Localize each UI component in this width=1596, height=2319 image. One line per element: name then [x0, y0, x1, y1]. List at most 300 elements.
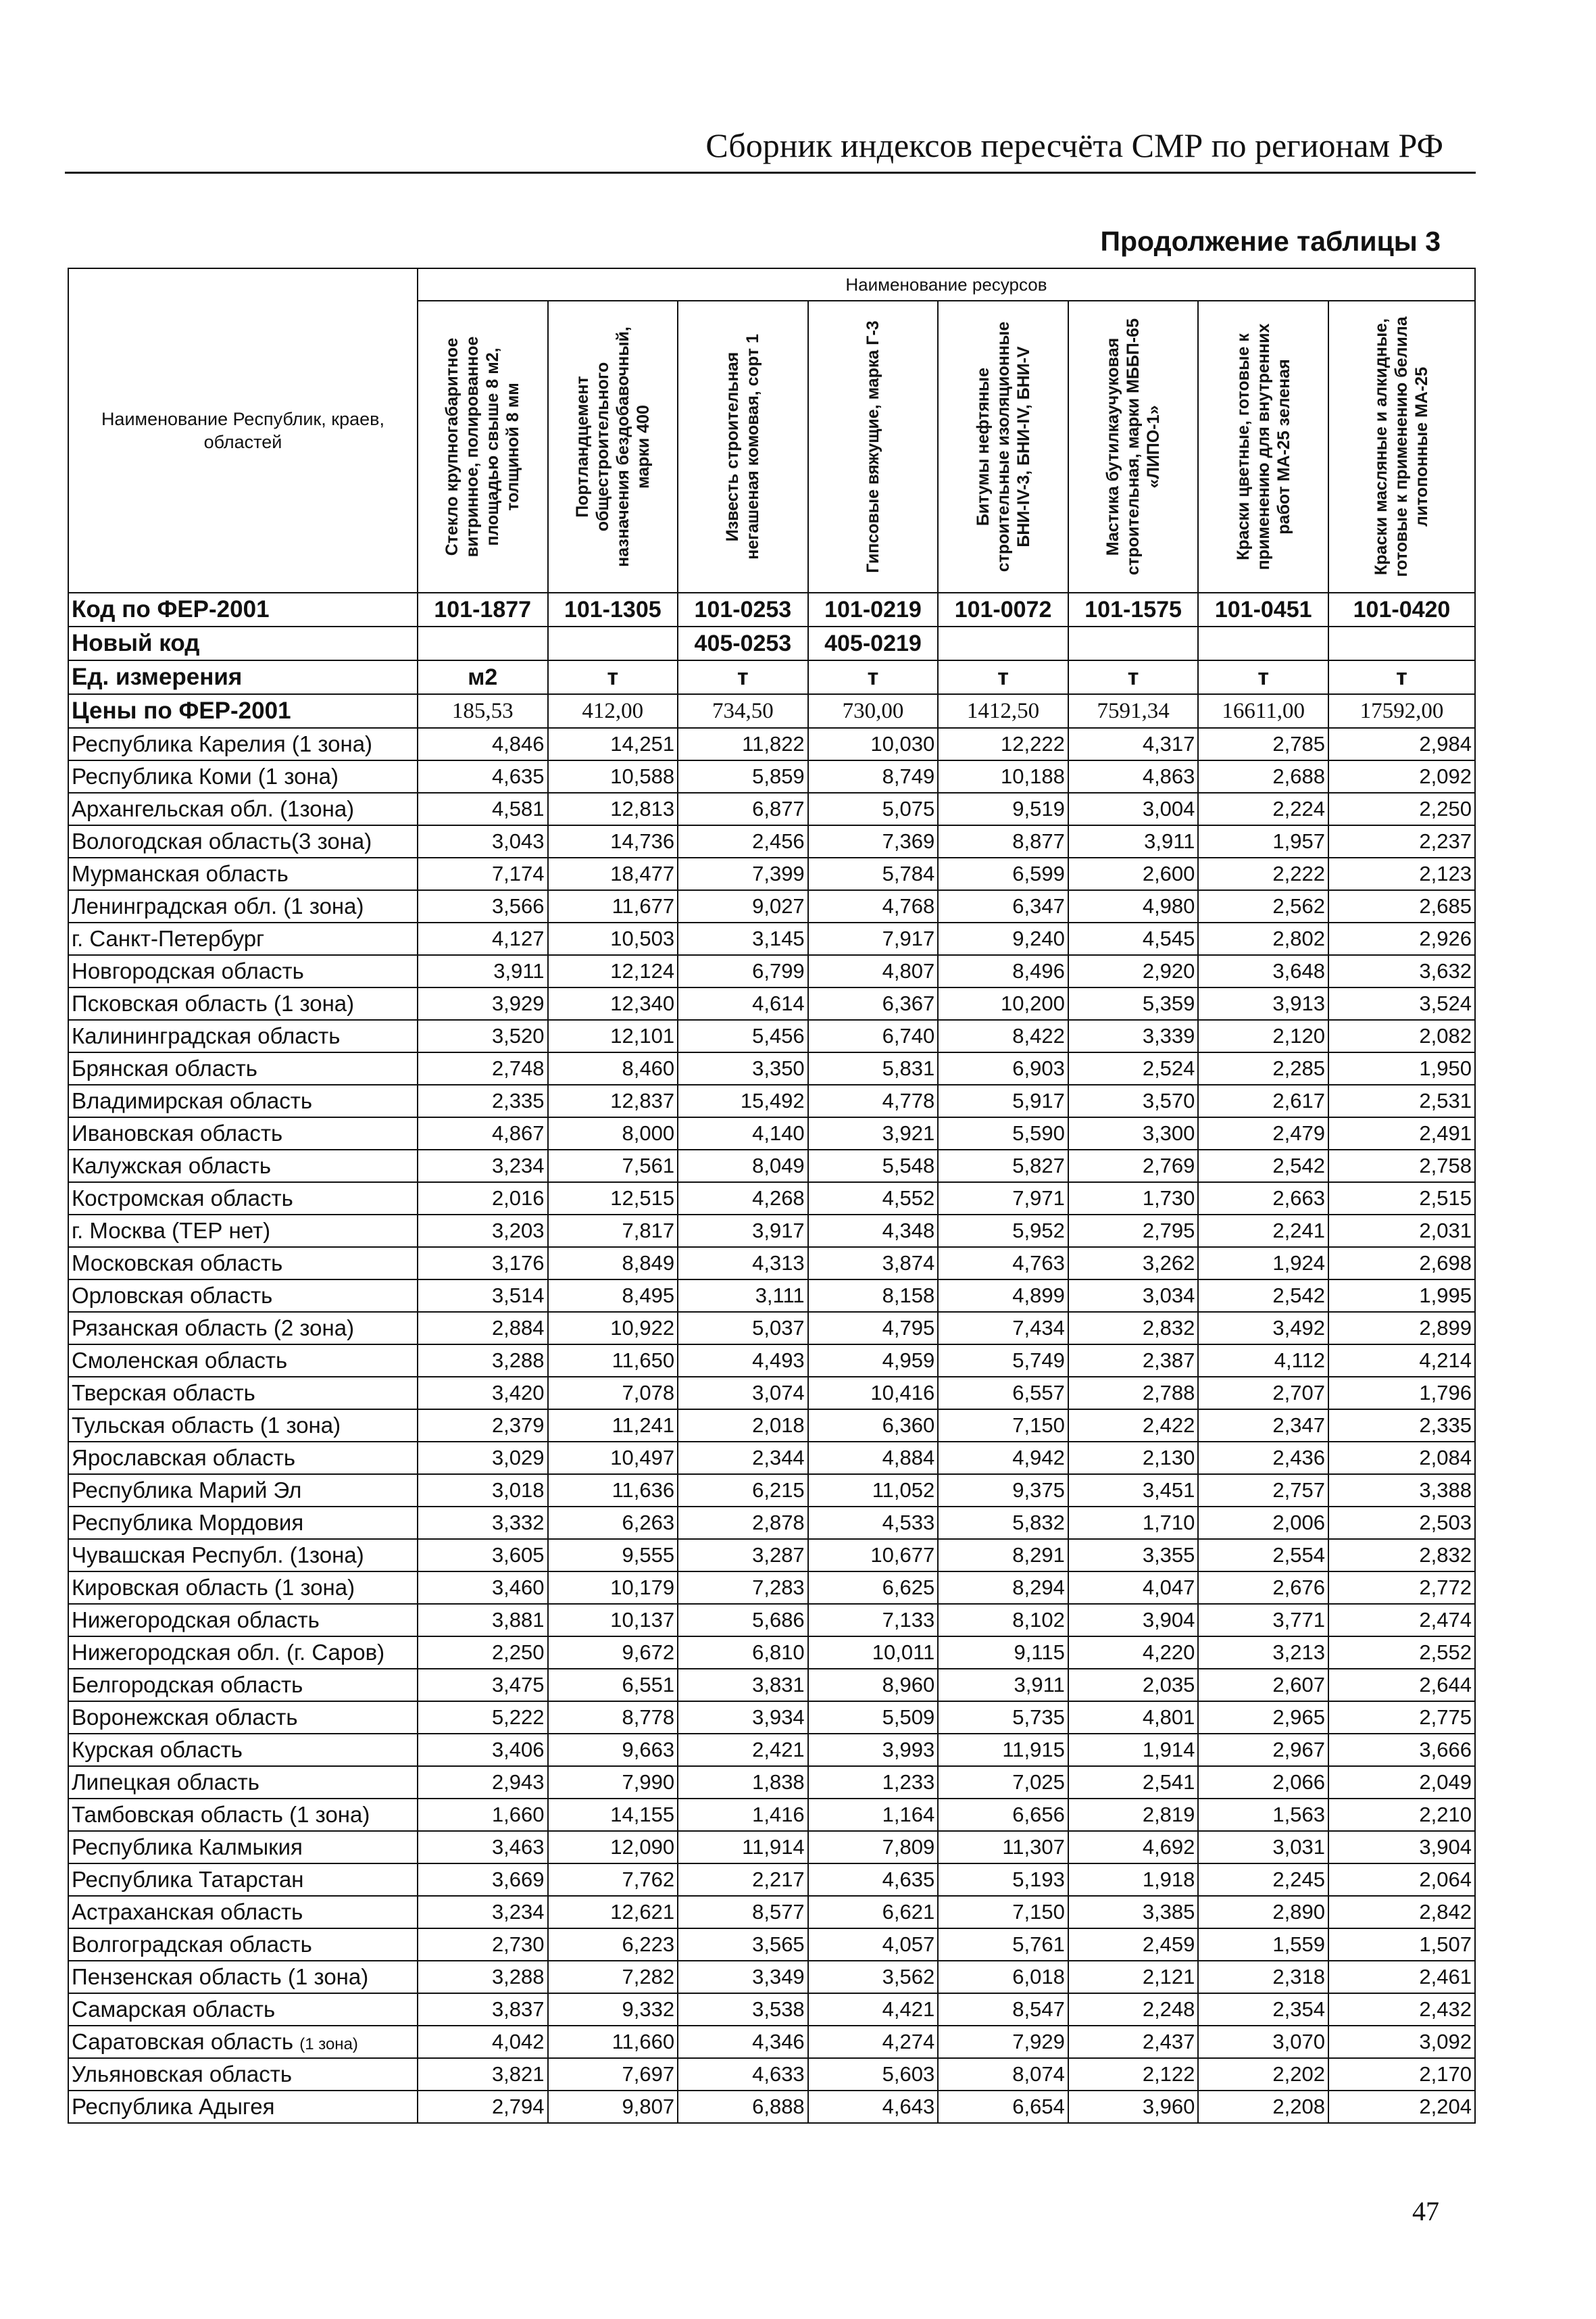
- index-value-cell: 2,531: [1328, 1085, 1475, 1117]
- index-value-cell: 4,220: [1068, 1636, 1199, 1669]
- index-value-cell: 7,283: [678, 1571, 808, 1604]
- index-value-cell: 11,914: [678, 1831, 808, 1863]
- index-value-cell: 1,924: [1198, 1247, 1328, 1279]
- index-value-cell: 10,011: [808, 1636, 939, 1669]
- index-value-cell: 7,971: [938, 1182, 1068, 1215]
- index-value-cell: 4,421: [808, 1993, 939, 2026]
- table-row: [68, 1863, 1475, 1896]
- index-value-cell: 2,562: [1198, 890, 1328, 923]
- region-name-cell: [68, 987, 418, 1020]
- index-value-cell: 5,686: [678, 1604, 808, 1636]
- index-value-cell: 2,006: [1198, 1507, 1328, 1539]
- index-value-cell: 6,877: [678, 793, 808, 825]
- region-name: Республика Мордовия: [72, 1510, 304, 1535]
- index-value-cell: 3,562: [808, 1961, 939, 1993]
- region-name: Республика Адыгея: [72, 2094, 275, 2119]
- header-rule: [65, 172, 1476, 174]
- price-row: [68, 694, 1475, 728]
- table-row: [68, 890, 1475, 923]
- index-value-cell: 11,052: [808, 1474, 939, 1507]
- index-value-cell: 2,832: [1068, 1312, 1199, 1344]
- index-value-cell: 5,784: [808, 858, 939, 890]
- index-value-cell: 3,566: [418, 890, 548, 923]
- index-value-cell: 12,621: [548, 1896, 678, 1928]
- fer-code-cell: 101-0253: [678, 593, 808, 627]
- index-value-cell: 2,775: [1328, 1701, 1475, 1734]
- index-value-cell: 4,633: [678, 2058, 808, 2091]
- index-value-cell: 9,375: [938, 1474, 1068, 1507]
- table-row: [68, 1993, 1475, 2026]
- region-name-cell: [68, 1409, 418, 1442]
- index-value-cell: 4,884: [808, 1442, 939, 1474]
- index-value-cell: 2,967: [1198, 1734, 1328, 1766]
- region-name-cell: [68, 890, 418, 923]
- index-value-cell: 3,332: [418, 1507, 548, 1539]
- index-value-cell: 2,437: [1068, 2026, 1199, 2058]
- index-value-cell: 3,463: [418, 1831, 548, 1863]
- table-row: [68, 793, 1475, 825]
- index-value-cell: 2,210: [1328, 1799, 1475, 1831]
- region-name: Кировская область (1 зона): [72, 1575, 355, 1600]
- resource-header-text: Битумы нефтяные строительные изоляционные БНИ-IV-3, БНИ-IV, БНИ-V: [973, 321, 1033, 572]
- index-value-cell: 2,459: [1068, 1928, 1199, 1961]
- index-value-cell: 3,492: [1198, 1312, 1328, 1344]
- index-value-cell: 2,318: [1198, 1961, 1328, 1993]
- region-name-cell: [68, 1052, 418, 1085]
- resource-header-2: [548, 301, 678, 593]
- region-name-cell: [68, 1215, 418, 1247]
- price-cell: 7591,34: [1068, 694, 1199, 728]
- region-name: Рязанская область (2 зона): [72, 1315, 355, 1340]
- region-name-cell: [68, 1020, 418, 1052]
- index-value-cell: 2,335: [418, 1085, 548, 1117]
- index-value-cell: 2,245: [1198, 1863, 1328, 1896]
- resource-header-7: [1198, 301, 1328, 593]
- resource-header-5: [938, 301, 1068, 593]
- index-value-cell: 3,350: [678, 1052, 808, 1085]
- index-value-cell: 2,788: [1068, 1377, 1199, 1409]
- region-name: Республика Татарстан: [72, 1867, 304, 1892]
- index-value-cell: 9,519: [938, 793, 1068, 825]
- index-value-cell: 12,813: [548, 793, 678, 825]
- table-row: [68, 923, 1475, 955]
- index-value-cell: 4,899: [938, 1279, 1068, 1312]
- index-value-cell: 3,234: [418, 1896, 548, 1928]
- index-value-cell: 5,761: [938, 1928, 1068, 1961]
- index-value-cell: 2,676: [1198, 1571, 1328, 1604]
- table-row: [68, 858, 1475, 890]
- index-value-cell: 1,416: [678, 1799, 808, 1831]
- price-cell: 17592,00: [1328, 694, 1475, 728]
- index-value-cell: 5,831: [808, 1052, 939, 1085]
- region-name: Мурманская область: [72, 861, 289, 886]
- index-value-cell: 1,233: [808, 1766, 939, 1799]
- region-name-cell: [68, 2091, 418, 2123]
- index-value-cell: 3,213: [1198, 1636, 1328, 1669]
- index-value-cell: 2,748: [418, 1052, 548, 1085]
- index-value-cell: 2,354: [1198, 1993, 1328, 2026]
- index-value-cell: 2,757: [1198, 1474, 1328, 1507]
- price-cell: 16611,00: [1198, 694, 1328, 728]
- table-row: [68, 1701, 1475, 1734]
- index-value-cell: 2,832: [1328, 1539, 1475, 1571]
- region-name-cell: [68, 1993, 418, 2026]
- new-code-cell: [1198, 627, 1328, 660]
- index-value-cell: 7,762: [548, 1863, 678, 1896]
- index-value-cell: 3,911: [1068, 825, 1199, 858]
- resource-header-text: Известь строительная негашеная комовая, сорт 1: [723, 334, 763, 560]
- region-name-cell: [68, 793, 418, 825]
- index-value-cell: 2,878: [678, 1507, 808, 1539]
- index-value-cell: 7,078: [548, 1377, 678, 1409]
- index-value-cell: 12,515: [548, 1182, 678, 1215]
- index-value-cell: 1,559: [1198, 1928, 1328, 1961]
- index-value-cell: 2,121: [1068, 1961, 1199, 1993]
- index-value-cell: 2,204: [1328, 2091, 1475, 2123]
- index-value-cell: 9,555: [548, 1539, 678, 1571]
- region-name-cell: [68, 858, 418, 890]
- table-row: [68, 1247, 1475, 1279]
- region-name-cell: [68, 1799, 418, 1831]
- region-name-cell: [68, 1636, 418, 1669]
- index-value-cell: 3,874: [808, 1247, 939, 1279]
- index-value-cell: 1,950: [1328, 1052, 1475, 1085]
- index-value-cell: 1,914: [1068, 1734, 1199, 1766]
- index-value-cell: 11,636: [548, 1474, 678, 1507]
- index-value-cell: 4,863: [1068, 760, 1199, 793]
- index-value-cell: 2,120: [1198, 1020, 1328, 1052]
- index-value-cell: 12,837: [548, 1085, 678, 1117]
- unit-cell: т: [1328, 660, 1475, 694]
- index-value-cell: 4,348: [808, 1215, 939, 1247]
- table-row: [68, 760, 1475, 793]
- index-value-cell: 9,115: [938, 1636, 1068, 1669]
- index-value-cell: 2,123: [1328, 858, 1475, 890]
- index-value-cell: 3,385: [1068, 1896, 1199, 1928]
- new-code-cell: [1068, 627, 1199, 660]
- index-value-cell: 2,554: [1198, 1539, 1328, 1571]
- index-value-cell: 7,697: [548, 2058, 678, 2091]
- table-row: [68, 1571, 1475, 1604]
- index-value-cell: 2,016: [418, 1182, 548, 1215]
- index-value-cell: 2,698: [1328, 1247, 1475, 1279]
- index-value-cell: 7,917: [808, 923, 939, 955]
- index-value-cell: 6,223: [548, 1928, 678, 1961]
- unit-cell: т: [1068, 660, 1199, 694]
- index-value-cell: 1,507: [1328, 1928, 1475, 1961]
- index-value-cell: 2,607: [1198, 1669, 1328, 1701]
- index-value-cell: 4,057: [808, 1928, 939, 1961]
- index-value-cell: 2,217: [678, 1863, 808, 1896]
- resource-header-6: [1068, 301, 1199, 593]
- index-value-cell: 8,422: [938, 1020, 1068, 1052]
- index-value-cell: 2,884: [418, 1312, 548, 1344]
- unit-cell: т: [548, 660, 678, 694]
- index-value-cell: 2,552: [1328, 1636, 1475, 1669]
- resources-group-header: Наименование ресурсов: [418, 268, 1475, 301]
- index-value-cell: 2,202: [1198, 2058, 1328, 2091]
- new-code-cell: [418, 627, 548, 660]
- index-value-cell: 11,822: [678, 728, 808, 760]
- index-value-cell: 2,092: [1328, 760, 1475, 793]
- index-value-cell: 6,654: [938, 2091, 1068, 2123]
- region-name-cell: [68, 1117, 418, 1150]
- index-value-cell: 9,027: [678, 890, 808, 923]
- index-value-cell: 1,957: [1198, 825, 1328, 858]
- resource-header-8: [1328, 301, 1475, 593]
- index-value-cell: 4,533: [808, 1507, 939, 1539]
- index-value-cell: 3,565: [678, 1928, 808, 1961]
- fer-code-cell: 101-0072: [938, 593, 1068, 627]
- index-value-cell: 2,432: [1328, 1993, 1475, 2026]
- index-value-cell: 7,817: [548, 1215, 678, 1247]
- index-value-cell: 3,262: [1068, 1247, 1199, 1279]
- resource-header-text: Портландцемент общестроительного назначения бездобавочный, марки 400: [572, 326, 653, 567]
- index-value-cell: 7,809: [808, 1831, 939, 1863]
- index-value-cell: 9,240: [938, 923, 1068, 955]
- index-value-cell: 2,387: [1068, 1344, 1199, 1377]
- index-value-cell: 2,785: [1198, 728, 1328, 760]
- index-value-cell: 3,070: [1198, 2026, 1328, 2058]
- index-value-cell: 4,140: [678, 1117, 808, 1150]
- index-value-cell: 7,150: [938, 1896, 1068, 1928]
- region-name-cell: [68, 1831, 418, 1863]
- index-value-cell: 3,092: [1328, 2026, 1475, 2058]
- table-row: [68, 1669, 1475, 1701]
- index-value-cell: 18,477: [548, 858, 678, 890]
- table-row: [68, 1766, 1475, 1799]
- index-value-cell: 2,222: [1198, 858, 1328, 890]
- index-value-cell: 4,801: [1068, 1701, 1199, 1734]
- region-name: Орловская область: [72, 1283, 273, 1308]
- index-value-cell: 4,552: [808, 1182, 939, 1215]
- index-value-cell: 3,632: [1328, 955, 1475, 987]
- index-value-cell: 6,599: [938, 858, 1068, 890]
- index-value-cell: 10,677: [808, 1539, 939, 1571]
- table-continuation-caption: Продолжение таблицы 3: [1100, 226, 1441, 257]
- index-value-cell: 3,911: [418, 955, 548, 987]
- index-value-cell: 6,625: [808, 1571, 939, 1604]
- index-value-cell: 2,515: [1328, 1182, 1475, 1215]
- index-value-cell: 2,685: [1328, 890, 1475, 923]
- region-name-cell: [68, 1734, 418, 1766]
- index-value-cell: 2,842: [1328, 1896, 1475, 1928]
- unit-cell: м2: [418, 660, 548, 694]
- index-value-cell: 8,074: [938, 2058, 1068, 2091]
- new-code-label: Новый код: [68, 627, 418, 660]
- index-value-cell: 2,082: [1328, 1020, 1475, 1052]
- index-value-cell: 3,929: [418, 987, 548, 1020]
- index-value-cell: 6,018: [938, 1961, 1068, 1993]
- index-value-cell: 2,802: [1198, 923, 1328, 955]
- region-name: Республика Коми (1 зона): [72, 764, 339, 789]
- index-value-cell: 2,422: [1068, 1409, 1199, 1442]
- region-name: Самарская область: [72, 1997, 276, 2022]
- region-name: Липецкая область: [72, 1769, 259, 1795]
- index-value-cell: 6,215: [678, 1474, 808, 1507]
- region-name: Брянская область: [72, 1056, 257, 1081]
- index-value-cell: 2,819: [1068, 1799, 1199, 1831]
- new-code-cell: [548, 627, 678, 660]
- index-value-cell: 11,307: [938, 1831, 1068, 1863]
- region-name-cell: [68, 955, 418, 987]
- index-value-cell: 2,018: [678, 1409, 808, 1442]
- index-value-cell: 4,867: [418, 1117, 548, 1150]
- index-value-cell: 3,004: [1068, 793, 1199, 825]
- index-value-cell: 9,663: [548, 1734, 678, 1766]
- index-value-cell: 4,274: [808, 2026, 939, 2058]
- index-value-cell: 2,795: [1068, 1215, 1199, 1247]
- index-value-cell: 3,669: [418, 1863, 548, 1896]
- table-row: [68, 1799, 1475, 1831]
- index-value-cell: 12,340: [548, 987, 678, 1020]
- index-value-cell: 2,461: [1328, 1961, 1475, 1993]
- unit-cell: т: [938, 660, 1068, 694]
- price-cell: 730,00: [808, 694, 939, 728]
- running-title: Сборник индексов пересчёта СМР по регионам РФ: [705, 126, 1443, 164]
- region-name-cell: [68, 825, 418, 858]
- index-value-cell: 11,677: [548, 890, 678, 923]
- index-value-cell: 3,406: [418, 1734, 548, 1766]
- index-value-cell: 3,960: [1068, 2091, 1199, 2123]
- table-row: [68, 2026, 1475, 2058]
- unit-cell: т: [678, 660, 808, 694]
- index-value-cell: 9,807: [548, 2091, 678, 2123]
- index-value-cell: 4,635: [418, 760, 548, 793]
- region-name: Владимирская область: [72, 1088, 313, 1113]
- index-value-cell: 5,749: [938, 1344, 1068, 1377]
- index-value-cell: 6,740: [808, 1020, 939, 1052]
- index-value-cell: 4,768: [808, 890, 939, 923]
- index-value-cell: 7,929: [938, 2026, 1068, 2058]
- index-value-cell: 8,495: [548, 1279, 678, 1312]
- resource-header-4: [808, 301, 939, 593]
- index-value-cell: 2,617: [1198, 1085, 1328, 1117]
- index-value-cell: 3,666: [1328, 1734, 1475, 1766]
- index-value-cell: 7,369: [808, 825, 939, 858]
- index-value-cell: 4,942: [938, 1442, 1068, 1474]
- region-name: Воронежская область: [72, 1705, 298, 1730]
- table-row: [68, 2091, 1475, 2123]
- index-value-cell: 1,995: [1328, 1279, 1475, 1312]
- resource-header-3: [678, 301, 808, 593]
- region-name: Калужская область: [72, 1153, 272, 1178]
- index-value-cell: 2,688: [1198, 760, 1328, 793]
- region-name: Нижегородская обл. (г. Саров): [72, 1640, 385, 1665]
- region-name: Костромская область: [72, 1186, 293, 1211]
- index-value-cell: 10,503: [548, 923, 678, 955]
- table-row: [68, 987, 1475, 1020]
- index-value-cell: 3,203: [418, 1215, 548, 1247]
- index-value-cell: 3,771: [1198, 1604, 1328, 1636]
- index-value-cell: 2,224: [1198, 793, 1328, 825]
- index-value-cell: 14,251: [548, 728, 678, 760]
- index-value-cell: 4,346: [678, 2026, 808, 2058]
- index-value-cell: 1,730: [1068, 1182, 1199, 1215]
- index-value-cell: 2,503: [1328, 1507, 1475, 1539]
- table-row: [68, 1507, 1475, 1539]
- index-value-cell: 4,614: [678, 987, 808, 1020]
- region-name: Чувашская Республ. (1зона): [72, 1542, 364, 1567]
- region-name-cell: [68, 1377, 418, 1409]
- region-name: Вологодская область(3 зона): [72, 829, 372, 854]
- index-value-cell: 3,029: [418, 1442, 548, 1474]
- index-value-cell: 3,605: [418, 1539, 548, 1571]
- region-note: (1 зона): [299, 2035, 358, 2053]
- price-label: Цены по ФЕР-2001: [68, 694, 418, 728]
- index-value-cell: 10,922: [548, 1312, 678, 1344]
- region-name: Новгородская область: [72, 958, 304, 983]
- index-value-cell: 3,349: [678, 1961, 808, 1993]
- index-value-cell: 3,018: [418, 1474, 548, 1507]
- index-value-cell: 1,918: [1068, 1863, 1199, 1896]
- region-name-cell: [68, 1928, 418, 1961]
- index-value-cell: 5,359: [1068, 987, 1199, 1020]
- index-value-cell: 2,542: [1198, 1279, 1328, 1312]
- unit-row: [68, 660, 1475, 694]
- page-number: 47: [1412, 2196, 1439, 2226]
- index-value-cell: 4,268: [678, 1182, 808, 1215]
- index-value-cell: 8,849: [548, 1247, 678, 1279]
- index-value-cell: 6,888: [678, 2091, 808, 2123]
- index-value-cell: 5,827: [938, 1150, 1068, 1182]
- region-name: Курская область: [72, 1737, 243, 1762]
- index-value-cell: 2,794: [418, 2091, 548, 2123]
- index-value-cell: 10,588: [548, 760, 678, 793]
- index-value-cell: 8,049: [678, 1150, 808, 1182]
- region-name: Республика Марий Эл: [72, 1478, 302, 1503]
- index-value-cell: 12,090: [548, 1831, 678, 1863]
- index-value-cell: 12,222: [938, 728, 1068, 760]
- index-value-cell: 5,456: [678, 1020, 808, 1052]
- index-value-cell: 2,379: [418, 1409, 548, 1442]
- index-value-cell: 2,926: [1328, 923, 1475, 955]
- index-value-cell: 11,241: [548, 1409, 678, 1442]
- index-value-cell: 5,917: [938, 1085, 1068, 1117]
- table-row: [68, 1636, 1475, 1669]
- price-cell: 412,00: [548, 694, 678, 728]
- index-value-cell: 6,551: [548, 1669, 678, 1701]
- index-value-cell: 2,049: [1328, 1766, 1475, 1799]
- index-value-cell: 2,758: [1328, 1150, 1475, 1182]
- index-value-cell: 1,563: [1198, 1799, 1328, 1831]
- index-value-cell: 4,778: [808, 1085, 939, 1117]
- table-row: [68, 1831, 1475, 1863]
- index-value-cell: 5,735: [938, 1701, 1068, 1734]
- region-name: Смоленская область: [72, 1348, 288, 1373]
- index-value-cell: 3,043: [418, 825, 548, 858]
- new-code-cell: 405-0253: [678, 627, 808, 660]
- region-name-cell: [68, 1150, 418, 1182]
- index-value-cell: 3,288: [418, 1344, 548, 1377]
- price-index-table: [68, 268, 1476, 2124]
- index-value-cell: 9,672: [548, 1636, 678, 1669]
- index-value-cell: 5,222: [418, 1701, 548, 1734]
- new-code-row: [68, 627, 1475, 660]
- index-value-cell: 1,660: [418, 1799, 548, 1831]
- region-name-cell: [68, 1766, 418, 1799]
- index-value-cell: 2,730: [418, 1928, 548, 1961]
- region-name-cell: [68, 923, 418, 955]
- index-value-cell: 2,344: [678, 1442, 808, 1474]
- index-value-cell: 7,150: [938, 1409, 1068, 1442]
- index-value-cell: 3,904: [1328, 1831, 1475, 1863]
- index-value-cell: 2,456: [678, 825, 808, 858]
- index-value-cell: 12,124: [548, 955, 678, 987]
- table-row: [68, 1377, 1475, 1409]
- index-value-cell: 6,360: [808, 1409, 939, 1442]
- fer-code-label: Код по ФЕР-2001: [68, 593, 418, 627]
